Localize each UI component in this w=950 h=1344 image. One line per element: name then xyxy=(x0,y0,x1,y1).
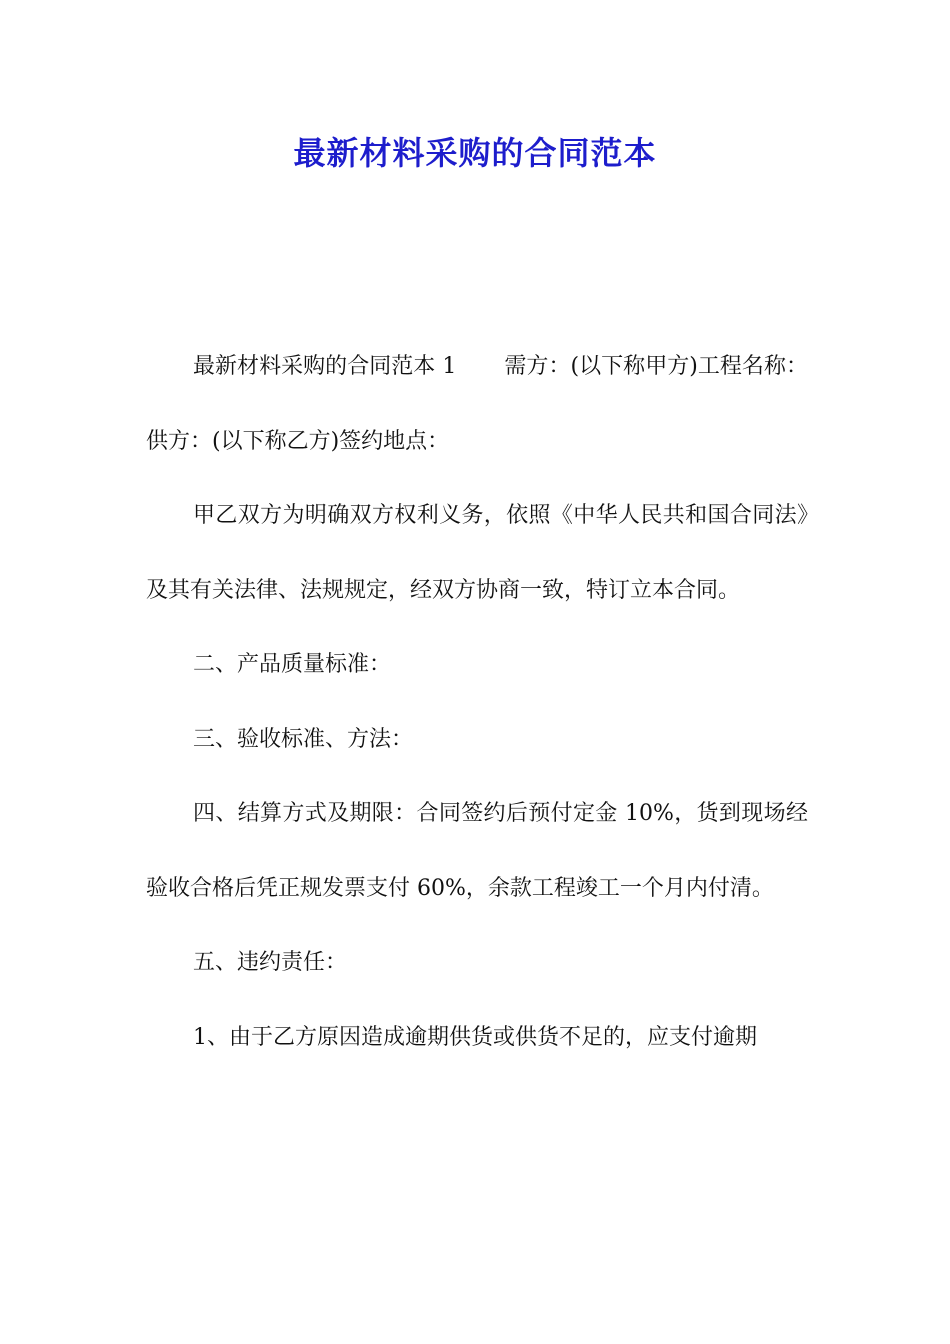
paragraph-legal-basis: 甲乙双方为明确双方权利义务，依照《中华人民共和国合同法》及其有关法律、法规规定，经双方协商一致，特订立本合同。 xyxy=(146,503,808,603)
document-title: 最新材料采购的合同范本 xyxy=(293,134,657,172)
paragraph-acceptance-standard: 三、验收标准、方法： xyxy=(193,726,414,752)
document-body xyxy=(146,330,808,1075)
intro-text: 需方：(以下称甲方)工程名称：供方：(以下称乙方)签约地点： xyxy=(146,354,808,454)
paragraph-liability: 五、违约责任： xyxy=(193,950,348,975)
paragraph-settlement-terms: 四、结算方式及期限：合同签约后预付定金 10%，货到现场经验收合格后凭正规发票支付 60%，余款工程竣工一个月内付清。 xyxy=(146,801,808,901)
paragraph-quality-standard: 二、产品质量标准： xyxy=(193,652,392,677)
intro-paragraph xyxy=(146,330,808,479)
paragraph-liability-item-1: 1、由于乙方原因造成逾期供货或供货不足的，应支付逾期 xyxy=(193,1024,757,1050)
intro-heading: 最新材料采购的合同范本 1 xyxy=(193,354,457,379)
